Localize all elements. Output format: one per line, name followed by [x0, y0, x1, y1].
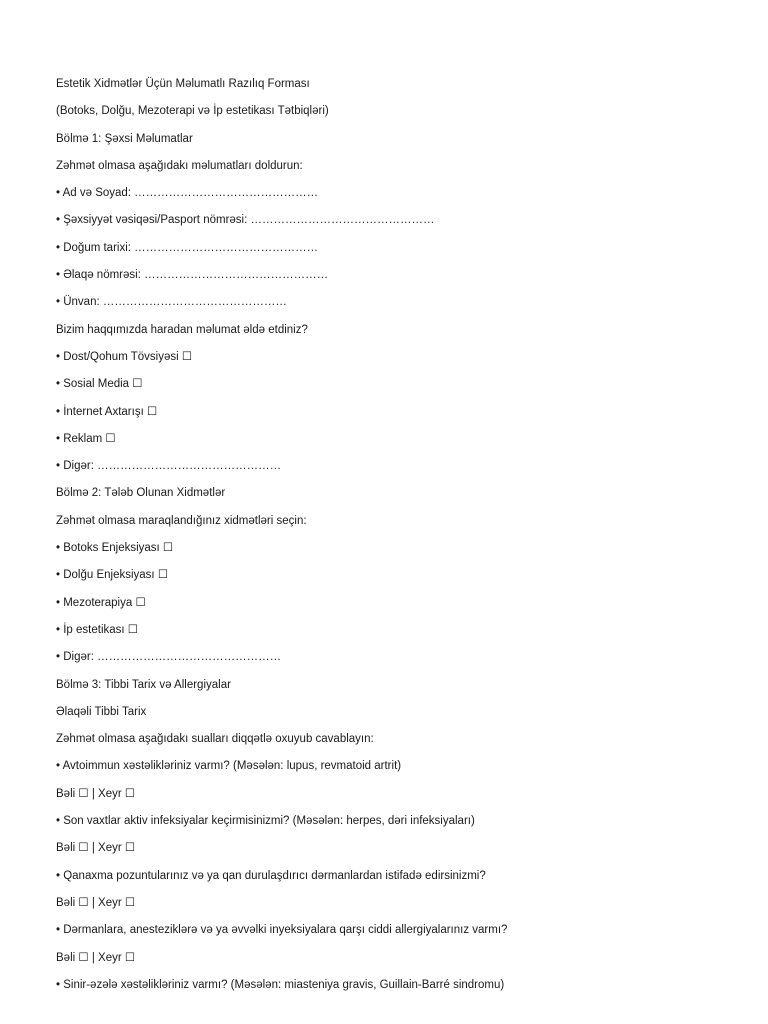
question-allergies: • Dərmanlara, anesteziklərə və ya əvvəlki inyeksiyalara qarşı ciddi allergiyalarınız varmı?: [56, 924, 508, 937]
field-address: • Ünvan: …………………………………………: [56, 296, 287, 309]
answer-yes-no: Bəli ☐ | Xeyr ☐: [56, 951, 136, 964]
section-2-instruction: Zəhmət olmasa maraqlandığınız xidmətləri seçin:: [56, 514, 307, 527]
question-autoimmune: • Avtoimmun xəstəlikləriniz varmı? (Məsələn: lupus, revmatoid artrit): [56, 760, 402, 773]
section-2-heading: Bölmə 2: Tələb Olunan Xidmətlər: [56, 487, 226, 500]
service-option-filler: • Dolğu Enjeksiyası ☐: [56, 569, 169, 582]
referral-option-ad: • Reklam ☐: [56, 432, 116, 445]
referral-option-friend: • Dost/Qohum Tövsiyəsi ☐: [56, 350, 193, 363]
form-subtitle: (Botoks, Dolğu, Mezoterapi və İp estetikası Tətbiqləri): [56, 105, 329, 118]
service-option-thread-lift: • İp estetikası ☐: [56, 623, 139, 636]
question-neuromuscular: • Sinir-əzələ xəstəlikləriniz varmı? (Məsələn: miasteniya gravis, Guillain-Barré sindromu): [56, 978, 505, 991]
section-1-instruction: Zəhmət olmasa aşağıdakı məlumatları doldurun:: [56, 159, 303, 172]
answer-yes-no: Bəli ☐ | Xeyr ☐: [56, 896, 136, 909]
field-id-passport: • Şəxsiyyət vəsiqəsi/Pasport nömrəsi: …………………………………………: [56, 214, 435, 227]
field-phone: • Əlaqə nömrəsi: …………………………………………: [56, 269, 329, 282]
question-bleeding: • Qanaxma pozuntularınız və ya qan durulaşdırıcı dərmanlardan istifadə edirsinizmi?: [56, 869, 486, 882]
field-full-name: • Ad və Soyad: …………………………………………: [56, 187, 319, 200]
service-option-botox: • Botoks Enjeksiyası ☐: [56, 542, 174, 555]
answer-yes-no: Bəli ☐ | Xeyr ☐: [56, 787, 136, 800]
referral-option-other: • Digər: …………………………………………: [56, 460, 282, 473]
referral-option-internet: • İnternet Axtarışı ☐: [56, 405, 158, 418]
medical-history-subheading: Əlaqəli Tibbi Tarix: [56, 705, 147, 718]
service-option-mesotherapy: • Mezoterapiya ☐: [56, 596, 146, 609]
service-option-other: • Digər: …………………………………………: [56, 651, 282, 664]
referral-option-social-media: • Sosial Media ☐: [56, 378, 143, 391]
field-birth-date: • Doğum tarixi: …………………………………………: [56, 241, 319, 254]
section-3-instruction: Zəhmət olmasa aşağıdakı sualları diqqətlə oxuyub cavablayın:: [56, 733, 374, 746]
consent-form-document: [56, 74, 736, 1002]
answer-yes-no: Bəli ☐ | Xeyr ☐: [56, 842, 136, 855]
question-infections: • Son vaxtlar aktiv infeksiyalar keçirmisinizmi? (Məsələn: herpes, dəri infeksiyaları): [56, 815, 475, 828]
form-title: Estetik Xidmətlər Üçün Məlumatlı Razılıq Forması: [56, 78, 310, 90]
referral-question: Bizim haqqımızda haradan məlumat əldə etdiniz?: [56, 323, 308, 336]
section-3-heading: Bölmə 3: Tibbi Tarix və Allergiyalar: [56, 678, 231, 691]
section-1-heading: Bölmə 1: Şəxsi Məlumatlar: [56, 132, 193, 145]
